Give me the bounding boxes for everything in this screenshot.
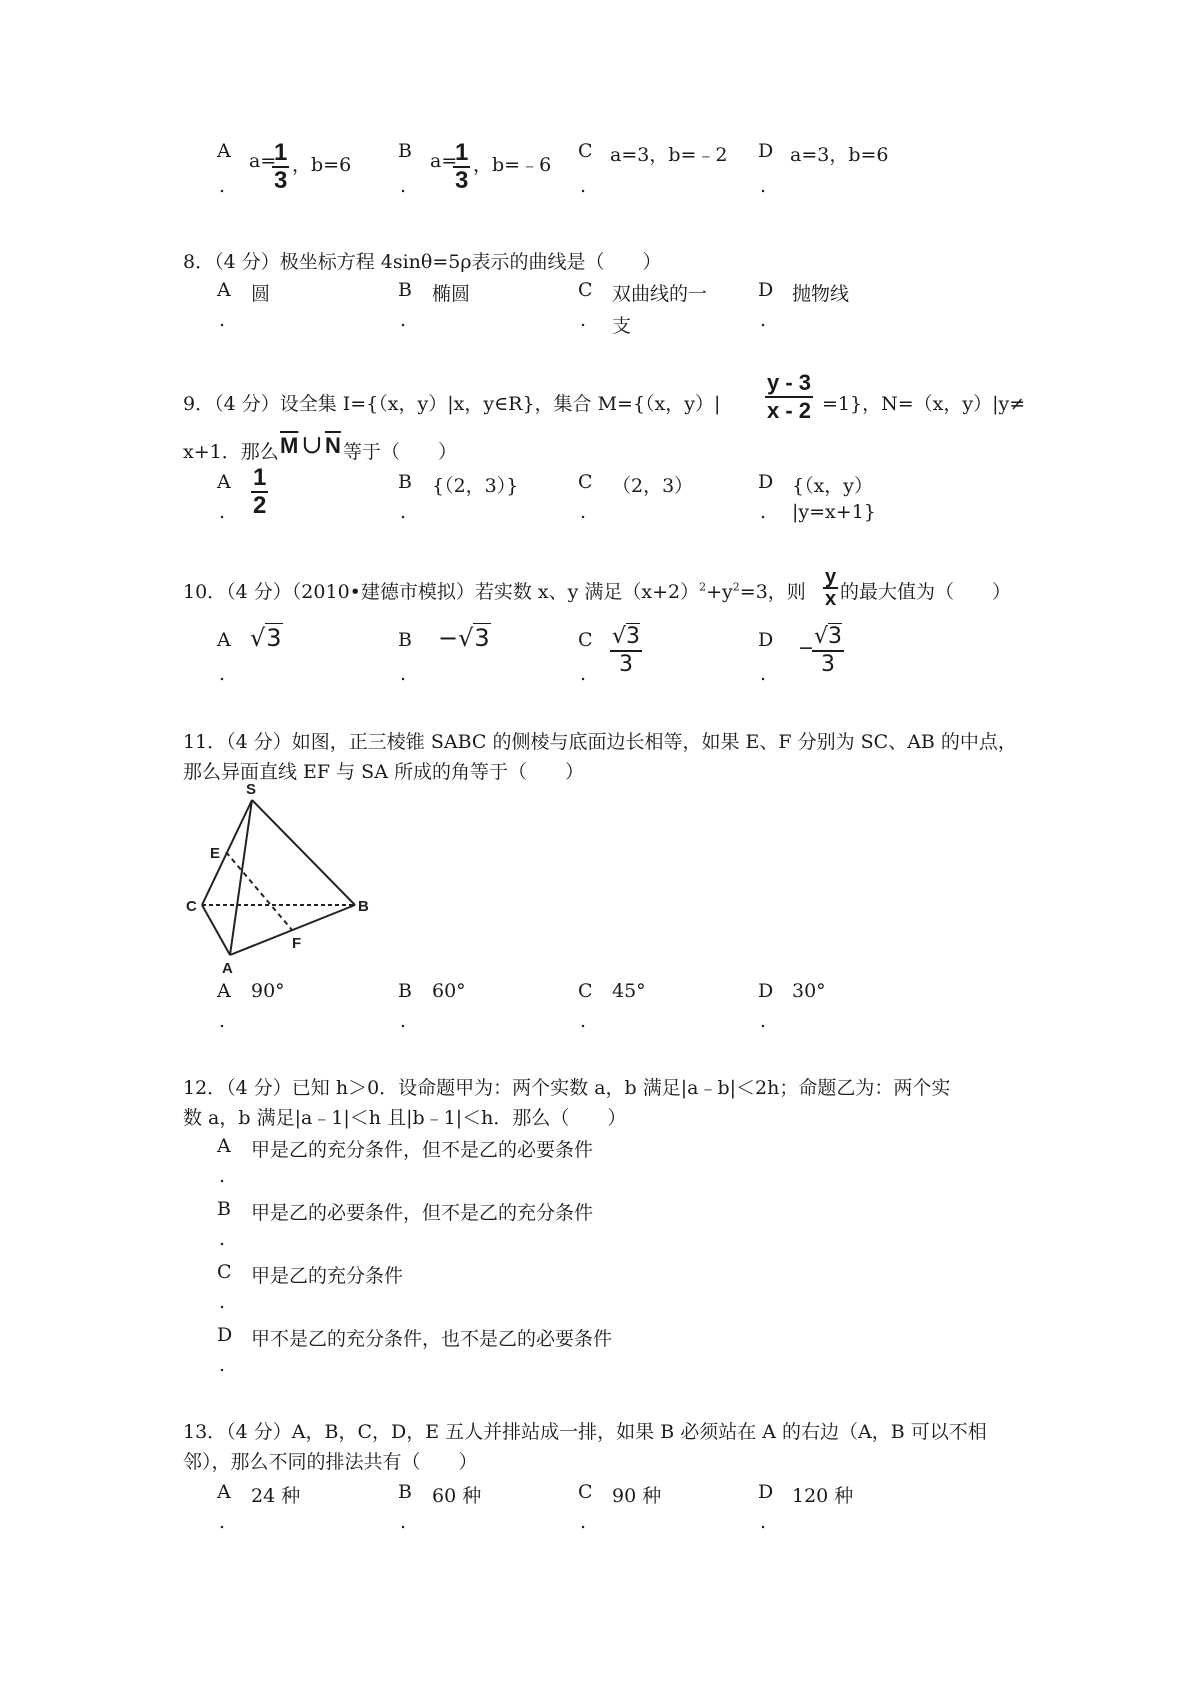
q10-option-b-dot: . — [400, 663, 407, 685]
q11-option-c-dot: . — [580, 1010, 587, 1032]
q12-option-a-text: 甲是乙的充分条件，但不是乙的必要条件 — [251, 1139, 594, 1161]
q11-option-a-text: 90° — [251, 980, 285, 1002]
edge-ca — [202, 905, 230, 955]
q13-stem-line1: 13．（4 分）A，B，C，D，E 五人并排站成一排，如果 B 必须站在 A 的右边（A，B 可以不相 — [183, 1421, 987, 1443]
q10-option-a-letter: A — [217, 629, 231, 651]
pyramid-figure — [180, 780, 380, 975]
q9-set-fraction: $\frac{y - 3}{x - 2}$ — [767, 370, 812, 423]
q9-stem-line2-part1: x+1．那么 — [183, 441, 279, 463]
q10-option-d-sign: − — [798, 637, 814, 659]
q7-option-a-dot: . — [219, 175, 226, 197]
q10-y-over-x: $\frac{y}{x}$ — [825, 566, 837, 610]
q10-stem-part2: 的最大值为（ ） — [840, 581, 1012, 603]
q9-option-c-letter: C — [578, 471, 593, 493]
q11-option-c-letter: C — [578, 980, 593, 1002]
q11-option-c-text: 45° — [612, 980, 646, 1002]
q9-option-d-text-line2: |y=x+1} — [792, 501, 876, 523]
q11-option-d-text: 30° — [792, 980, 826, 1002]
q9-m-complement: $\overline{M}$ — [280, 433, 299, 458]
q9-option-a-fraction: $\frac{1}{2}$ — [253, 464, 267, 519]
q9-option-d-dot: . — [760, 501, 767, 523]
q9-option-c-dot: . — [580, 501, 587, 523]
q13-option-b-text: 60 种 — [432, 1485, 482, 1507]
q13-option-c-text: 90 种 — [612, 1485, 662, 1507]
q7-option-a-fraction: $\frac{1}{3}$ — [274, 139, 288, 194]
q11-option-d-letter: D — [758, 980, 774, 1002]
q8-option-c-letter: C — [578, 279, 593, 301]
q11-option-b-letter: B — [398, 980, 412, 1002]
q13-option-b-dot: . — [400, 1511, 407, 1533]
q7-option-b-pre: a= — [430, 150, 458, 172]
q8-option-b-letter: B — [398, 279, 412, 301]
q7-option-a-letter: A — [217, 140, 231, 162]
q9-option-b-dot: . — [400, 501, 407, 523]
q12-option-a-letter: A — [217, 1135, 231, 1157]
q8-option-a-text: 圆 — [251, 283, 271, 305]
q9-n-complement: $\overline{N}$ — [325, 433, 341, 458]
q8-option-b-dot: . — [400, 309, 407, 331]
q10-option-c-letter: C — [578, 629, 593, 651]
q11-option-b-dot: . — [400, 1010, 407, 1032]
q10-option-c-value: $\frac{√3}{3}$ — [612, 624, 641, 677]
q12-stem-line1: 12．（4 分）已知 h＞0．设命题甲为：两个实数 a，b 满足|a﹣b|＜2h；命题乙为：两个实 — [183, 1077, 951, 1099]
q11-option-a-letter: A — [217, 980, 231, 1002]
q10-option-b-letter: B — [398, 629, 412, 651]
q9-option-a-letter: A — [217, 471, 231, 493]
q9-option-b-text: {（2，3）} — [432, 475, 519, 497]
q13-option-d-text: 120 种 — [792, 1485, 854, 1507]
q8-stem: 8．（4 分）极坐标方程 4sinθ=5ρ表示的曲线是（ ） — [183, 251, 662, 273]
q9-union-symbol: ∪ — [301, 430, 323, 460]
q10-option-a-value: √3 — [250, 624, 282, 652]
q12-option-c-letter: C — [217, 1261, 232, 1283]
q8-option-b-text: 椭圆 — [432, 283, 471, 305]
q7-option-c-text: a=3，b=﹣2 — [610, 144, 728, 166]
q10-option-d-value: $\frac{√3}{3}$ — [814, 624, 843, 677]
q7-option-b-dot: . — [400, 175, 407, 197]
q10-option-d-dot: . — [760, 663, 767, 685]
q12-option-b-letter: B — [217, 1198, 231, 1220]
q10-stem-part1: 10．（4 分）（2010•建德市模拟）若实数 x、y 满足$(x+2)^2+y^2=3$，则 — [183, 580, 806, 603]
label-c: C — [186, 898, 197, 915]
q9-option-b-letter: B — [398, 471, 412, 493]
q7-option-c-dot: . — [580, 175, 587, 197]
q11-option-d-dot: . — [760, 1010, 767, 1032]
q12-stem-line2: 数 a，b 满足|a﹣1|＜h 且|b﹣1|＜h．那么（ ） — [183, 1107, 627, 1129]
q11-option-a-dot: . — [219, 1010, 226, 1032]
q9-stem-part2: =1}，N=（x，y）|y≠ — [822, 393, 1026, 415]
q13-option-d-letter: D — [758, 1481, 774, 1503]
q13-option-a-dot: . — [219, 1511, 226, 1533]
q7-option-b-letter: B — [398, 140, 412, 162]
q10-option-d-letter: D — [758, 629, 774, 651]
q7-option-a-post: ，b=6 — [292, 154, 352, 176]
q9-option-c-text: （2，3） — [612, 475, 694, 497]
q13-option-d-dot: . — [760, 1511, 767, 1533]
label-f: F — [292, 935, 302, 952]
q12-option-d-letter: D — [217, 1324, 233, 1346]
q10-option-a-dot: . — [219, 663, 226, 685]
q8-option-c-text: 双曲线的一 — [612, 283, 708, 305]
q13-option-c-letter: C — [578, 1481, 593, 1503]
q7-option-c-letter: C — [578, 140, 593, 162]
q12-option-d-text: 甲不是乙的充分条件，也不是乙的必要条件 — [251, 1328, 613, 1350]
q8-option-c-text-line2: 支 — [612, 315, 632, 337]
q8-option-a-letter: A — [217, 279, 231, 301]
q7-option-b-post: ，b=﹣6 — [473, 154, 552, 176]
q10-option-c-dot: . — [580, 663, 587, 685]
q12-option-b-dot: . — [219, 1228, 226, 1250]
label-b: B — [358, 898, 369, 915]
q13-option-b-letter: B — [398, 1481, 412, 1503]
q8-option-d-dot: . — [760, 309, 767, 331]
q11-stem-line2: 那么异面直线 EF 与 SA 所成的角等于（ ） — [183, 761, 584, 783]
q12-option-d-dot: . — [219, 1354, 226, 1376]
q12-option-b-text: 甲是乙的必要条件，但不是乙的充分条件 — [251, 1202, 594, 1224]
q7-option-b-fraction: $\frac{1}{3}$ — [455, 139, 469, 194]
q12-option-c-text: 甲是乙的充分条件 — [251, 1265, 404, 1287]
q9-option-d-letter: D — [758, 471, 774, 493]
label-s: S — [246, 781, 257, 798]
q7-option-a-pre: a= — [249, 150, 277, 172]
q12-option-a-dot: . — [219, 1165, 226, 1187]
q13-stem-line2: 邻），那么不同的排法共有（ ） — [183, 1451, 478, 1473]
q7-option-d-text: a=3，b=6 — [790, 144, 889, 166]
q8-option-d-letter: D — [758, 279, 774, 301]
q10-option-b-value: −√3 — [438, 624, 490, 652]
q12-option-c-dot: . — [219, 1291, 226, 1313]
q8-option-d-text: 抛物线 — [792, 283, 850, 305]
q13-option-c-dot: . — [580, 1511, 587, 1533]
q11-option-b-text: 60° — [432, 980, 466, 1002]
q11-stem-line1: 11．（4 分）如图，正三棱锥 SABC 的侧棱与底面边长相等，如果 E、F 分别为 SC、AB 的中点， — [183, 731, 1017, 753]
q13-option-a-text: 24 种 — [251, 1485, 301, 1507]
q13-option-a-letter: A — [217, 1481, 231, 1503]
q9-option-a-dot: . — [219, 501, 226, 523]
q7-option-d-dot: . — [760, 175, 767, 197]
label-a: A — [222, 960, 233, 975]
label-e: E — [210, 845, 221, 862]
edge-sb — [252, 800, 355, 905]
q9-option-d-text: {（x，y） — [792, 475, 874, 497]
q7-option-d-letter: D — [758, 140, 774, 162]
q8-option-a-dot: . — [219, 309, 226, 331]
q9-stem-line2-part2: 等于（ ） — [343, 441, 458, 463]
q8-option-c-dot: . — [580, 309, 587, 331]
q9-stem-part1: 9．（4 分）设全集 I={（x，y）|x，y∈R}，集合 M={（x，y）| — [183, 393, 721, 415]
